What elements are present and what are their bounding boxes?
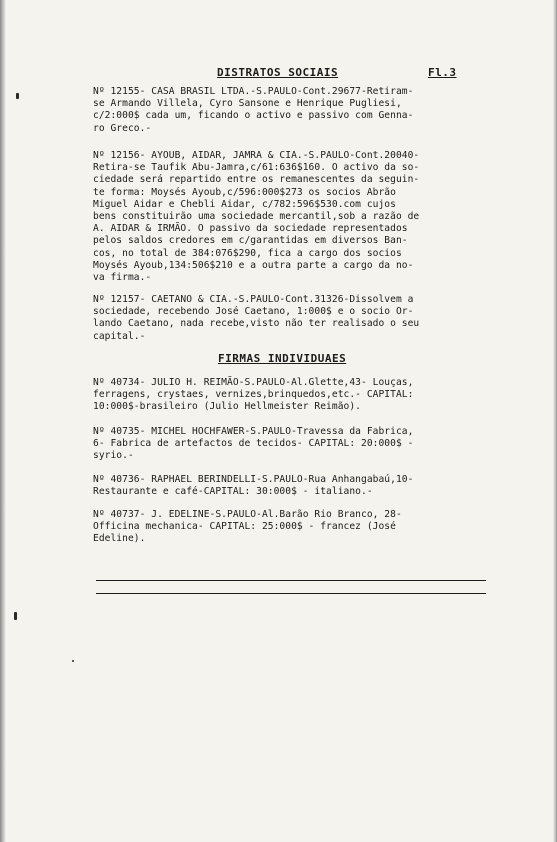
ink-speck [16, 93, 19, 99]
page-edge-shadow-left [0, 0, 6, 842]
section-heading-firmas: FIRMAS INDIVIDUAES [218, 352, 347, 365]
distrato-entry-12157: Nº 12157- CAETANO & CIA.-S.PAULO-Cont.31326-Dissolvem a sociedade, recebendo José Caetano, 1:000$ e o socio Or- lando Caetano, nada recebe,visto não ter realisado o seu capital.- [93, 294, 420, 342]
firma-entry-40735: Nº 40735- MICHEL HOCHFAWER-S.PAULO-Travessa da Fabrica, 6- Fabrica de artefactos de tecidos- CAPITAL: 20:000$ - syrio.- [93, 426, 414, 462]
ink-speck [72, 660, 74, 662]
ink-speck [14, 612, 17, 620]
page-title: DISTRATOS SOCIAIS [217, 66, 339, 79]
distrato-entry-12156: Nº 12156- AYOUB, AIDAR, JAMRA & CIA.-S.PAULO-Cont.20040- Retira-se Taufik Abu-Jamra,c/61:636$160. O activo da so- ciedade será repartido entre os remanescentes da seguin- te forma: Moysés Ayoub,c/596:000$273 os socios Abrão Miguel Aidar e Chebli Aidar, c/782:596$530.com cujos bens constituirão uma sociedade mercantil,sob a razão de A. AIDAR & IRMÃO. O passivo da sociedade representados pelos saldos credores em c/garantidas em diversos Ban- cos, no total de 384:076$290, fica a cargo dos socios Moysés Ayoub,134:506$210 e a outra parte a cargo da no- va firma.- [93, 150, 420, 284]
closing-rule-lower [96, 593, 486, 594]
folio-number: Fl.3 [428, 66, 457, 79]
page-edge-shadow-right [553, 0, 557, 842]
firma-entry-40737: Nº 40737- J. EDELINE-S.PAULO-Al.Barão Rio Branco, 28- Officina mechanica- CAPITAL: 25:000$ - francez (José Edeline). [93, 509, 402, 545]
firma-entry-40734: Nº 40734- JULIO H. REIMÃO-S.PAULO-Al.Glette,43- Louças, ferragens, crystaes, vernizes,brinquedos,etc.- CAPITAL: 10:000$-brasileiro (Julio Hellmeister Reimão). [93, 377, 414, 413]
closing-rule-upper [96, 580, 486, 581]
distrato-entry-12155: Nº 12155- CASA BRASIL LTDA.-S.PAULO-Cont.29677-Retiram- se Armando Villela, Cyro Sansone e Henrique Pugliesi, c/2:000$ cada um, ficando o activo e passivo com Genna- ro Greco.- [93, 86, 414, 134]
firma-entry-40736: Nº 40736- RAPHAEL BERINDELLI-S.PAULO-Rua Anhangabaú,10- Restaurante e café-CAPITAL: 30:000$ - italiano.- [93, 474, 414, 498]
